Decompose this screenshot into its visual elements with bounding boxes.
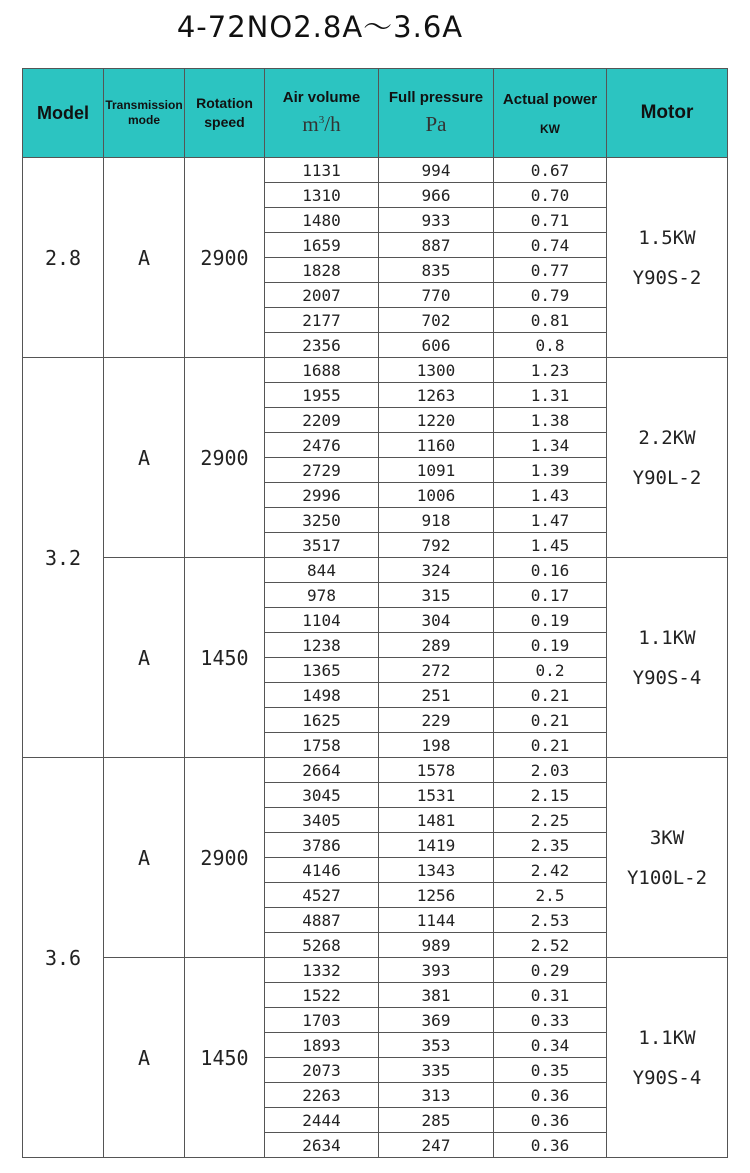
header-transmission-line1: Transmission <box>105 98 183 112</box>
actual-power-cell: 0.36 <box>494 1108 607 1133</box>
air-volume-cell: 1828 <box>265 258 379 283</box>
actual-power-cell: 0.16 <box>494 558 607 583</box>
transmission-mode-cell: A <box>104 958 185 1158</box>
actual-power-cell: 2.52 <box>494 933 607 958</box>
actual-power-cell: 0.21 <box>494 683 607 708</box>
full-pressure-cell: 994 <box>379 158 494 183</box>
actual-power-cell: 0.2 <box>494 658 607 683</box>
full-pressure-cell: 315 <box>379 583 494 608</box>
full-pressure-cell: 1419 <box>379 833 494 858</box>
full-pressure-cell: 1531 <box>379 783 494 808</box>
header-rotation-line2: speed <box>204 114 245 130</box>
air-volume-cell: 2007 <box>265 283 379 308</box>
actual-power-cell: 0.19 <box>494 633 607 658</box>
air-volume-cell: 2356 <box>265 333 379 358</box>
actual-power-cell: 2.42 <box>494 858 607 883</box>
full-pressure-cell: 198 <box>379 733 494 758</box>
air-volume-cell: 1332 <box>265 958 379 983</box>
header-motor-label: Motor <box>640 102 694 123</box>
motor-cell <box>607 158 728 358</box>
actual-power-cell: 0.35 <box>494 1058 607 1083</box>
table-row <box>23 158 728 183</box>
actual-power-cell: 0.81 <box>494 308 607 333</box>
transmission-mode-cell: A <box>104 558 185 758</box>
air-volume-cell: 1688 <box>265 358 379 383</box>
actual-power-cell: 0.77 <box>494 258 607 283</box>
unit-tail: /h <box>324 112 341 136</box>
air-volume-cell: 1758 <box>265 733 379 758</box>
full-pressure-cell: 989 <box>379 933 494 958</box>
air-volume-cell: 3786 <box>265 833 379 858</box>
header-air-volume-label: Air volume <box>282 89 361 106</box>
actual-power-cell: 0.21 <box>494 733 607 758</box>
model-cell: 2.8 <box>23 158 104 358</box>
unit-base: m <box>302 112 319 136</box>
full-pressure-cell: 792 <box>379 533 494 558</box>
full-pressure-cell: 247 <box>379 1133 494 1158</box>
table-row <box>23 958 728 983</box>
full-pressure-cell: 229 <box>379 708 494 733</box>
full-pressure-cell: 835 <box>379 258 494 283</box>
full-pressure-cell: 393 <box>379 958 494 983</box>
air-volume-cell: 3517 <box>265 533 379 558</box>
full-pressure-cell: 1006 <box>379 483 494 508</box>
air-volume-cell: 1625 <box>265 708 379 733</box>
header-rotation-line1: Rotation <box>196 95 253 111</box>
air-volume-cell: 1893 <box>265 1033 379 1058</box>
air-volume-cell: 1498 <box>265 683 379 708</box>
actual-power-cell: 0.33 <box>494 1008 607 1033</box>
header-transmission-line2: mode <box>127 113 160 127</box>
full-pressure-cell: 369 <box>379 1008 494 1033</box>
motor-type: Y90L-2 <box>632 466 702 489</box>
air-volume-cell: 3405 <box>265 808 379 833</box>
full-pressure-cell: 324 <box>379 558 494 583</box>
full-pressure-cell: 1343 <box>379 858 494 883</box>
air-volume-cell: 2729 <box>265 458 379 483</box>
motor-power: 1.1KW <box>638 1026 696 1049</box>
air-volume-cell: 844 <box>265 558 379 583</box>
header-full-pressure-unit: Pa <box>425 112 447 136</box>
header-actual-power <box>494 69 607 158</box>
actual-power-cell: 1.31 <box>494 383 607 408</box>
rotation-speed-cell: 1450 <box>185 958 265 1158</box>
air-volume-cell: 1310 <box>265 183 379 208</box>
motor-cell <box>607 358 728 558</box>
actual-power-cell: 2.15 <box>494 783 607 808</box>
header-transmission <box>104 69 185 158</box>
full-pressure-cell: 770 <box>379 283 494 308</box>
motor-power: 1.5KW <box>638 226 696 249</box>
actual-power-cell: 2.5 <box>494 883 607 908</box>
transmission-mode-cell: A <box>104 158 185 358</box>
actual-power-cell: 1.47 <box>494 508 607 533</box>
actual-power-cell: 0.29 <box>494 958 607 983</box>
air-volume-cell: 2073 <box>265 1058 379 1083</box>
actual-power-cell: 0.21 <box>494 708 607 733</box>
actual-power-cell: 1.38 <box>494 408 607 433</box>
motor-power: 3KW <box>649 826 685 849</box>
full-pressure-cell: 335 <box>379 1058 494 1083</box>
actual-power-cell: 2.53 <box>494 908 607 933</box>
air-volume-cell: 2476 <box>265 433 379 458</box>
full-pressure-cell: 1263 <box>379 383 494 408</box>
table-row <box>23 558 728 583</box>
fan-spec-table <box>22 68 728 1158</box>
header-air-volume-unit <box>265 112 378 137</box>
header-air-volume <box>265 69 379 158</box>
rotation-speed-cell: 1450 <box>185 558 265 758</box>
table-row <box>23 358 728 383</box>
header-rotation <box>185 69 265 158</box>
air-volume-cell: 1522 <box>265 983 379 1008</box>
full-pressure-cell: 1220 <box>379 408 494 433</box>
actual-power-cell: 0.8 <box>494 333 607 358</box>
rotation-speed-cell: 2900 <box>185 758 265 958</box>
header-actual-power-unit: KW <box>540 121 560 136</box>
air-volume-cell: 1955 <box>265 383 379 408</box>
air-volume-cell: 1480 <box>265 208 379 233</box>
actual-power-cell: 0.31 <box>494 983 607 1008</box>
actual-power-cell: 2.25 <box>494 808 607 833</box>
full-pressure-cell: 1481 <box>379 808 494 833</box>
full-pressure-cell: 966 <box>379 183 494 208</box>
full-pressure-cell: 887 <box>379 233 494 258</box>
air-volume-cell: 2263 <box>265 1083 379 1108</box>
page-title: 4-72NO2.8A～3.6A <box>176 10 464 44</box>
motor-cell <box>607 558 728 758</box>
table-body <box>23 158 728 1158</box>
actual-power-cell: 0.71 <box>494 208 607 233</box>
air-volume-cell: 978 <box>265 583 379 608</box>
full-pressure-cell: 285 <box>379 1108 494 1133</box>
full-pressure-cell: 353 <box>379 1033 494 1058</box>
model-cell: 3.6 <box>23 758 104 1158</box>
air-volume-cell: 4146 <box>265 858 379 883</box>
full-pressure-cell: 606 <box>379 333 494 358</box>
header-model <box>23 69 104 158</box>
actual-power-cell: 2.35 <box>494 833 607 858</box>
motor-type: Y90S-2 <box>632 266 702 289</box>
full-pressure-cell: 1144 <box>379 908 494 933</box>
header-actual-power-label: Actual power <box>502 90 598 108</box>
rotation-speed-cell: 2900 <box>185 158 265 358</box>
transmission-mode-cell: A <box>104 758 185 958</box>
motor-type: Y100L-2 <box>626 866 708 889</box>
full-pressure-cell: 1160 <box>379 433 494 458</box>
table-row <box>23 758 728 783</box>
air-volume-cell: 1238 <box>265 633 379 658</box>
actual-power-cell: 0.70 <box>494 183 607 208</box>
model-cell: 3.2 <box>23 358 104 758</box>
full-pressure-cell: 1578 <box>379 758 494 783</box>
actual-power-cell: 0.36 <box>494 1083 607 1108</box>
full-pressure-cell: 702 <box>379 308 494 333</box>
motor-type: Y90S-4 <box>632 666 702 689</box>
air-volume-cell: 2177 <box>265 308 379 333</box>
air-volume-cell: 2664 <box>265 758 379 783</box>
actual-power-cell: 0.67 <box>494 158 607 183</box>
full-pressure-cell: 313 <box>379 1083 494 1108</box>
actual-power-cell: 0.34 <box>494 1033 607 1058</box>
header-model-label: Model <box>37 102 89 123</box>
air-volume-cell: 3045 <box>265 783 379 808</box>
air-volume-cell: 1131 <box>265 158 379 183</box>
motor-power: 1.1KW <box>638 626 696 649</box>
air-volume-cell: 3250 <box>265 508 379 533</box>
header-full-pressure-label: Full pressure <box>388 89 484 106</box>
air-volume-cell: 2209 <box>265 408 379 433</box>
actual-power-cell: 1.43 <box>494 483 607 508</box>
rotation-speed-cell: 2900 <box>185 358 265 558</box>
air-volume-cell: 2444 <box>265 1108 379 1133</box>
header-full-pressure <box>379 69 494 158</box>
actual-power-cell: 1.45 <box>494 533 607 558</box>
air-volume-cell: 2634 <box>265 1133 379 1158</box>
actual-power-cell: 1.34 <box>494 433 607 458</box>
air-volume-cell: 1703 <box>265 1008 379 1033</box>
actual-power-cell: 0.74 <box>494 233 607 258</box>
actual-power-cell: 0.17 <box>494 583 607 608</box>
motor-cell <box>607 958 728 1158</box>
full-pressure-cell: 251 <box>379 683 494 708</box>
full-pressure-cell: 381 <box>379 983 494 1008</box>
air-volume-cell: 1104 <box>265 608 379 633</box>
full-pressure-cell: 1300 <box>379 358 494 383</box>
actual-power-cell: 1.39 <box>494 458 607 483</box>
table-header-row <box>23 69 728 158</box>
air-volume-cell: 2996 <box>265 483 379 508</box>
full-pressure-cell: 272 <box>379 658 494 683</box>
transmission-mode-cell: A <box>104 358 185 558</box>
actual-power-cell: 0.19 <box>494 608 607 633</box>
full-pressure-cell: 289 <box>379 633 494 658</box>
full-pressure-cell: 1091 <box>379 458 494 483</box>
motor-type: Y90S-4 <box>632 1066 702 1089</box>
full-pressure-cell: 918 <box>379 508 494 533</box>
motor-power: 2.2KW <box>638 426 696 449</box>
air-volume-cell: 1659 <box>265 233 379 258</box>
actual-power-cell: 2.03 <box>494 758 607 783</box>
air-volume-cell: 5268 <box>265 933 379 958</box>
full-pressure-cell: 933 <box>379 208 494 233</box>
unit-superscript: 3 <box>318 114 325 126</box>
header-motor <box>607 69 728 158</box>
air-volume-cell: 4887 <box>265 908 379 933</box>
air-volume-cell: 4527 <box>265 883 379 908</box>
full-pressure-cell: 1256 <box>379 883 494 908</box>
actual-power-cell: 0.36 <box>494 1133 607 1158</box>
actual-power-cell: 1.23 <box>494 358 607 383</box>
air-volume-cell: 1365 <box>265 658 379 683</box>
full-pressure-cell: 304 <box>379 608 494 633</box>
motor-cell <box>607 758 728 958</box>
actual-power-cell: 0.79 <box>494 283 607 308</box>
